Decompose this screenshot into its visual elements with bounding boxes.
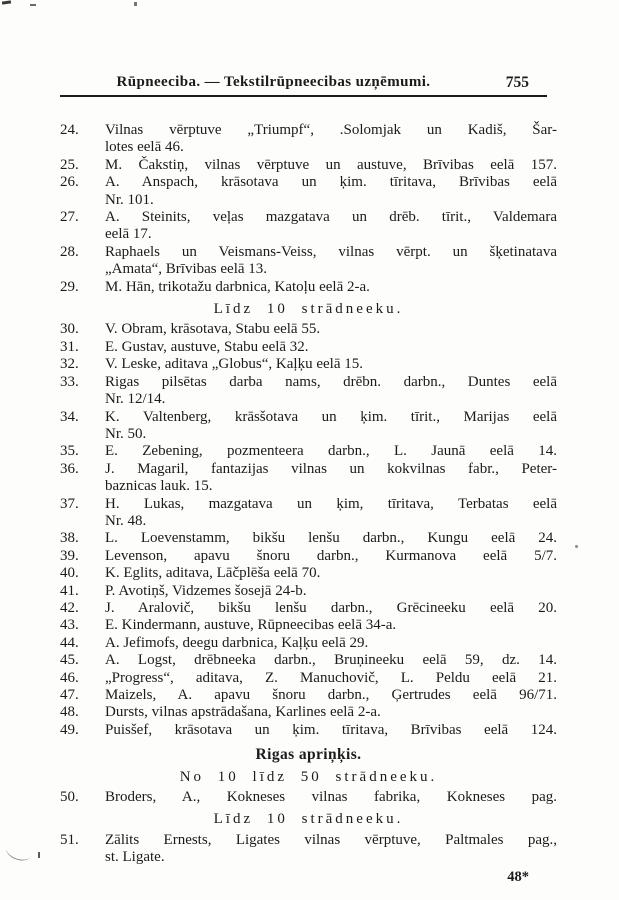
entry-number: 24.: [60, 122, 79, 138]
entry-line: „Progress“, aditava, Z. Manuchovič, L. Peldu eelā 21.: [105, 669, 557, 686]
entry-number: 28.: [60, 243, 79, 260]
entry-line: Vilnas vērptuve „Triumpf“, .Solomjak un Kadiš, Šar-: [105, 122, 557, 138]
list-entry: [60, 617, 557, 634]
list-entry: [60, 409, 557, 444]
entry-line: Broders, A., Kokneses vilnas fabrika, Kokneses pag.: [105, 789, 557, 806]
list-entry: [60, 600, 557, 617]
list-entry: [60, 670, 557, 687]
entry-line: Nr. 101.: [105, 191, 154, 208]
entry-number: 26.: [60, 174, 79, 191]
list-entry: [60, 722, 557, 739]
entry-line: E. Gustav, austuve, Stabu eelā 32.: [105, 338, 309, 355]
entry-line: Nr. 50.: [105, 425, 147, 442]
scan-artifact: [2, 0, 11, 4]
entry-text: [105, 244, 557, 279]
list-entry: [60, 321, 557, 338]
entry-text: [105, 617, 557, 634]
entry-line: E. Kindermann, austuve, Rūpneecibas eelā 34-a.: [105, 617, 397, 634]
entry-text: [105, 652, 557, 669]
list-entry: [60, 174, 557, 209]
scan-artifact: [30, 4, 36, 6]
page-header: [60, 74, 547, 97]
entry-number: 51.: [60, 831, 79, 848]
entry-line: K. Eglits, aditava, Lāčplēša eelā 70.: [105, 565, 321, 582]
entry-number: 45.: [60, 652, 79, 669]
entry-number: 31.: [60, 338, 79, 355]
scan-artifact: [38, 852, 40, 858]
list-entry: [60, 530, 557, 547]
entry-line: A. Steinits, veļas mazgatava un drēb. tīrit., Valdemara: [105, 209, 557, 226]
list-entry: [60, 244, 557, 279]
entry-line: A. Jefimofs, deegu darbnica, Kaļķu eelā 29.: [105, 634, 369, 651]
entry-text: [105, 209, 557, 244]
entry-text: [105, 565, 557, 582]
entry-text: [105, 789, 557, 806]
list-entry: [60, 209, 557, 244]
entry-line: Levenson, apavu šnoru darbn., Kurmanova eelā 5/7.: [105, 547, 557, 564]
entry-line: eelā 17.: [105, 226, 152, 243]
running-title: Rūpneeciba. — Tekstilrūpneecibas uzņēmumi.: [116, 74, 431, 90]
list-entry: [60, 443, 557, 460]
entry-line: A. Anspach, krāsotava un ķim. tīritava, Brīvibas eelā: [105, 174, 557, 191]
size-class-heading: Līdz 10 strādneeku.: [213, 811, 404, 828]
list-entry: [60, 374, 557, 409]
list-entry: [60, 461, 557, 496]
entry-number: 37.: [60, 495, 79, 512]
entry-line: V. Obram, krāsotava, Stabu eelā 55.: [105, 321, 321, 338]
entry-line: A. Logst, drēbneeka darbn., Bruņineeku eelā 59, dz. 14.: [105, 652, 557, 669]
entry-line: „Amata“, Brīvibas eelā 13.: [105, 261, 268, 278]
entry-line: J. Magaril, fantazijas vilnas un kokvilnas fabr., Peter-: [105, 460, 557, 477]
entry-line: st. Ligate.: [105, 849, 165, 866]
list-entry: [60, 565, 557, 582]
list-entry: [60, 157, 557, 174]
list-entry: [60, 687, 557, 704]
entry-number: 36.: [60, 460, 79, 477]
entry-line: K. Valtenberg, krāsšotava un ķim. tīrit., Marijas eelā: [105, 408, 557, 425]
list-entry: [60, 832, 557, 867]
entry-number: 48.: [60, 704, 79, 721]
entry-number: 46.: [60, 669, 79, 686]
entry-number: 33.: [60, 373, 79, 390]
entry-number: 35.: [60, 443, 79, 460]
entry-text: [105, 356, 557, 373]
entry-number: 25.: [60, 156, 79, 173]
entry-line: Puisšef, krāsotava un ķim. tīritava, Brīvibas eelā 124.: [105, 721, 557, 738]
entry-line: M. Čakstiņ, vilnas vērptuve un austuve, Brīvibas eelā 157.: [105, 156, 557, 173]
list-entry: [60, 635, 557, 652]
list-entry: [60, 652, 557, 669]
printer-signature: 48*: [507, 868, 529, 885]
entry-text: [105, 374, 557, 409]
entry-line: baznicas lauk. 15.: [105, 478, 213, 495]
entry-line: Rigas pilsētas darba nams, drēbn. darbn., Duntes eelā: [105, 373, 557, 390]
entry-line: Zālits Ernests, Ligates vilnas vērptuve, Paltmales pag.,: [105, 831, 557, 848]
entry-number: 42.: [60, 599, 79, 616]
scan-artifact: [575, 545, 578, 548]
entry-line: Raphaels un Veismans-Veiss, vilnas vērpt. un šķetinatava: [105, 243, 557, 260]
entry-line: V. Leske, aditava „Globus“, Kaļķu eelā 15.: [105, 356, 363, 373]
entry-text: [105, 339, 557, 356]
list-entry: [60, 583, 557, 600]
entry-text: [105, 321, 557, 338]
entry-number: 47.: [60, 687, 79, 703]
entry-text: [105, 832, 557, 867]
entry-line: J. Aralovič, bikšu lenšu darbn., Grēcineeku eelā 20.: [105, 599, 557, 616]
entry-text: [105, 443, 557, 460]
entry-text: [105, 174, 557, 209]
entry-text: [105, 157, 557, 174]
size-class-heading: No 10 līdz 50 strādneeku.: [179, 768, 438, 785]
list-entry: [60, 704, 557, 721]
entry-number: 49.: [60, 721, 79, 738]
entry-text: [105, 583, 557, 600]
entry-text: [105, 122, 557, 157]
entry-text: [105, 548, 557, 565]
entry-text: [105, 461, 557, 496]
entry-text: [105, 409, 557, 444]
entry-line: E. Zebening, pozmenteera darbn., L. Jaunā eelā 14.: [105, 443, 557, 460]
list-entry: [60, 496, 557, 531]
entry-number: 34.: [60, 408, 79, 425]
entry-number: 29.: [60, 278, 79, 295]
list-entry: [60, 122, 557, 157]
entry-number: 30.: [60, 321, 79, 338]
entry-text: [105, 496, 557, 531]
entry-line: H. Lukas, mazgatava un ķim, tīritava, Terbatas eelā: [105, 495, 557, 512]
entry-number: 39.: [60, 547, 79, 564]
entry-line: Dursts, vilnas apstrādašana, Karlines eelā 2-a.: [105, 704, 381, 721]
entry-text: [105, 635, 557, 652]
entry-number: 41.: [60, 582, 79, 599]
entry-text: [105, 687, 557, 704]
entry-number: 44.: [60, 634, 79, 651]
entry-line: Maizels, A. apavu šnoru darbn., Ģertrudes eelā 96/71.: [105, 687, 557, 703]
entry-text: [105, 704, 557, 721]
list-entry: [60, 356, 557, 373]
entry-line: M. Hān, trikotažu darbnica, Katoļu eelā 2-a.: [105, 278, 370, 295]
entry-number: 43.: [60, 617, 79, 634]
district-heading: Rigas apriņķis.: [255, 746, 362, 764]
list-entry: [60, 339, 557, 356]
entry-line: Nr. 48.: [105, 512, 147, 529]
entry-text: [105, 670, 557, 687]
entry-number: 50.: [60, 789, 79, 806]
entry-line: L. Loevenstamm, bikšu lenšu darbn., Kungu eelā 24.: [105, 530, 557, 547]
entry-list: [60, 122, 557, 867]
entry-text: [105, 722, 557, 739]
scan-artifact: [4, 839, 34, 863]
entry-text: [105, 279, 557, 296]
entry-number: 38.: [60, 530, 79, 547]
entry-text: [105, 530, 557, 547]
entry-line: lotes eelā 46.: [105, 139, 184, 156]
page-number: 755: [505, 74, 529, 91]
entry-line: P. Avotiņš, Vidzemes šosejā 24-b.: [105, 582, 307, 599]
list-entry: [60, 789, 557, 806]
list-entry: [60, 548, 557, 565]
scan-artifact: [134, 2, 137, 6]
entry-number: 32.: [60, 356, 79, 373]
entry-number: 40.: [60, 565, 79, 582]
entry-text: [105, 600, 557, 617]
entry-line: Nr. 12/14.: [105, 391, 166, 408]
entry-number: 27.: [60, 209, 79, 226]
size-class-heading: Līdz 10 strādneeku.: [213, 301, 404, 318]
list-entry: [60, 279, 557, 296]
